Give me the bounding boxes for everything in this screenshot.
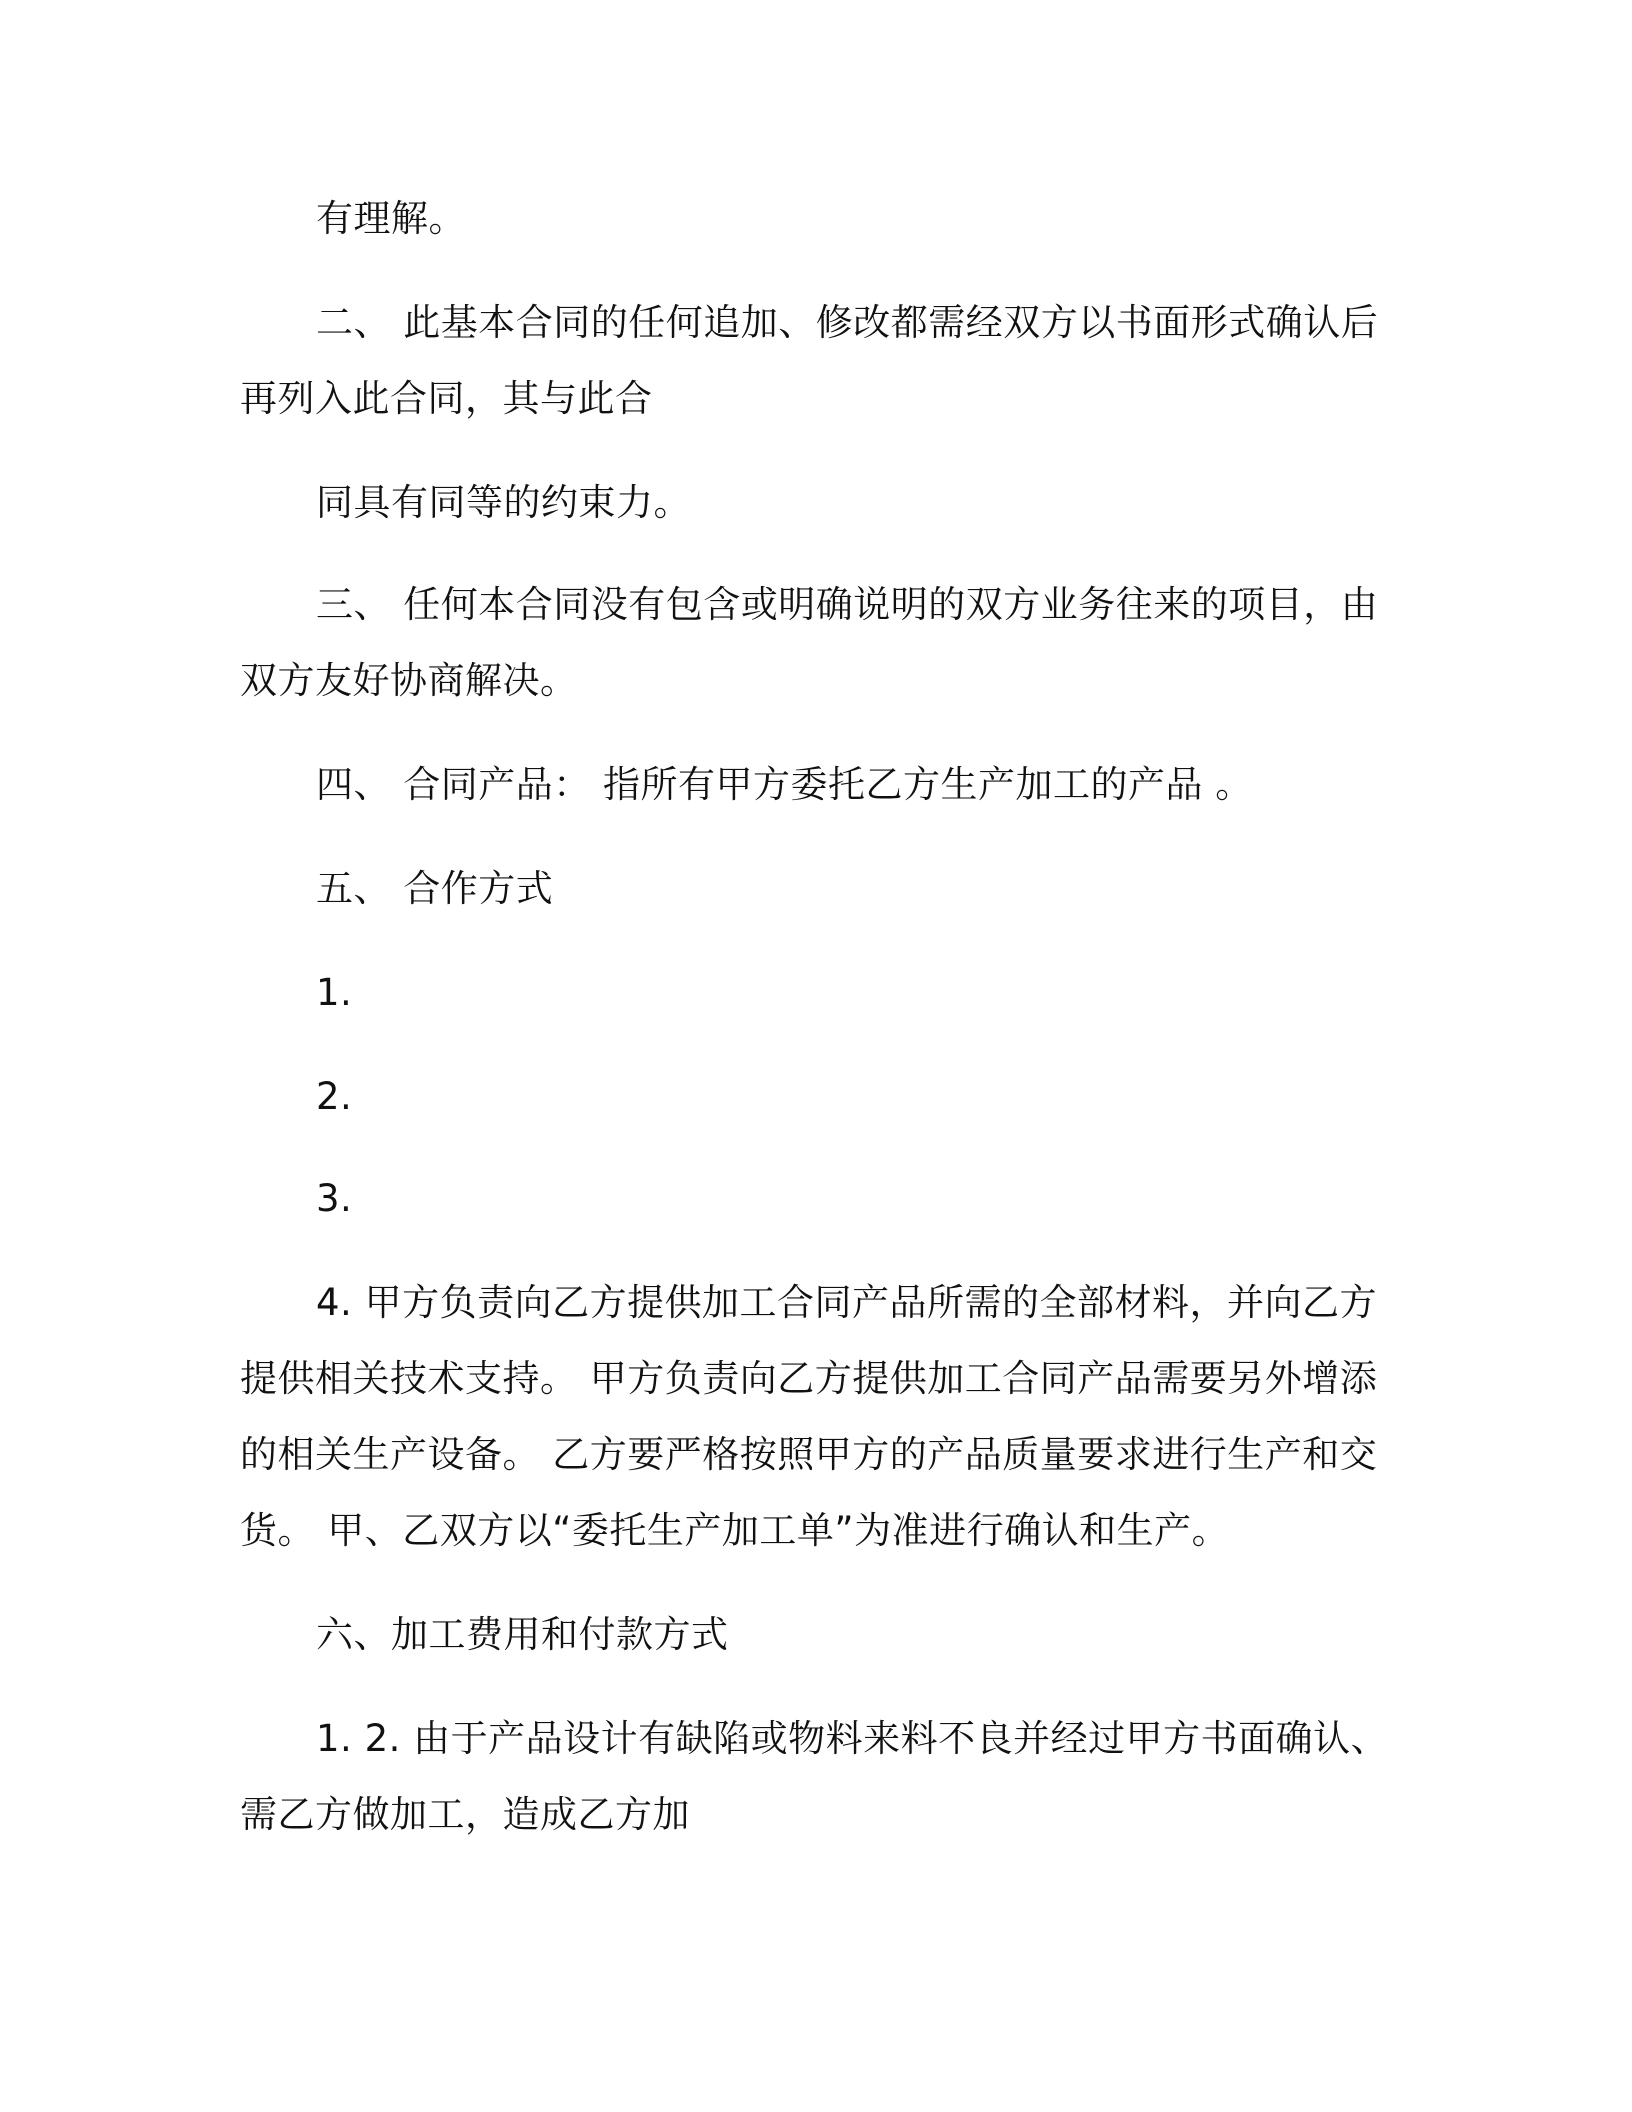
list-item-3: 3. (316, 1177, 353, 1220)
paragraph-line: 有理解。 (316, 197, 466, 240)
paragraph-line: 再列入此合同，其与此合 (240, 377, 653, 420)
clause-3-heading-line: 三、 任何本合同没有包含或明确说明的双方业务往来的项目，由 (316, 583, 1379, 626)
clause-5-heading: 五、 合作方式 (316, 867, 554, 910)
paragraph-line: 双方友好协商解决。 (240, 659, 578, 702)
list-item-1: 1. (316, 971, 353, 1014)
list-item-2: 2. (316, 1075, 353, 1118)
clause-4-line: 四、 合同产品： 指所有甲方委托乙方生产加工的产品 。 (316, 763, 1253, 806)
paragraph-line: 货。 甲、乙双方以“委托生产加工单”为准进行确认和生产。 (240, 1509, 1230, 1552)
paragraph-line: 提供相关技术支持。 甲方负责向乙方提供加工合同产品需要另外增添 (240, 1357, 1378, 1400)
paragraph-line: 的相关生产设备。 乙方要严格按照甲方的产品质量要求进行生产和交 (240, 1433, 1378, 1476)
list-item-4-line: 4. 甲方负责向乙方提供加工合同产品所需的全部材料，并向乙方 (316, 1281, 1378, 1324)
paragraph-line: 需乙方做加工，造成乙方加 (240, 1793, 690, 1836)
clause-2-heading-line: 二、 此基本合同的任何追加、修改都需经双方以书面形式确认后 (316, 301, 1379, 344)
paragraph-line: 同具有同等的约束力。 (316, 481, 691, 524)
clause-6-item-line: 1. 2. 由于产品设计有缺陷或物料来料不良并经过甲方书面确认、 (316, 1717, 1389, 1760)
clause-6-heading: 六、加工费用和付款方式 (316, 1613, 729, 1656)
